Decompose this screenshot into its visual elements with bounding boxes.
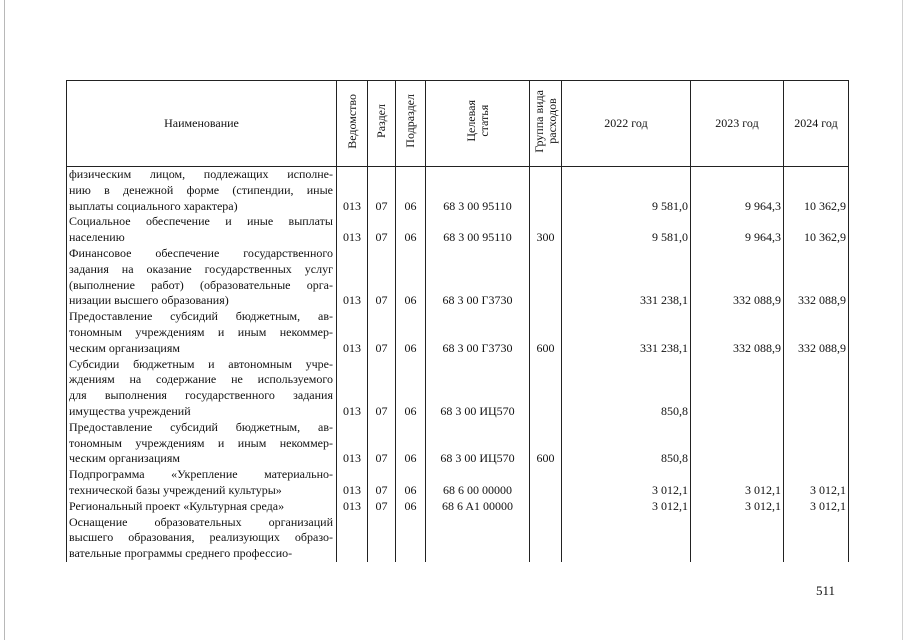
cell-name <box>67 167 337 215</box>
header-celevaya-statya: Целевая статья <box>426 81 530 167</box>
cell-vedomstvo: 013 <box>337 420 368 467</box>
cell-amount-2024 <box>784 357 849 420</box>
cell-podrazdel: 06 <box>396 309 426 356</box>
table-row <box>67 499 849 515</box>
table-row <box>67 309 849 356</box>
cell-podrazdel: 06 <box>396 357 426 420</box>
cell-podrazdel: 06 <box>396 467 426 499</box>
cell-amount-2022: 331 238,1 <box>562 309 691 356</box>
cell-razdel: 07 <box>368 357 396 420</box>
cell-gruppa-rashodov <box>530 515 562 562</box>
name-line: Социальное обеспечение и иные выплаты <box>69 214 333 229</box>
cell-vedomstvo: 013 <box>337 499 368 515</box>
table-row <box>67 246 849 309</box>
cell-amount-2023: 3 012,1 <box>691 499 784 515</box>
table-header-row <box>67 81 849 167</box>
name-line: Финансовое обеспечение государственного <box>69 245 333 260</box>
table-row <box>67 214 849 246</box>
header-razdel: Раздел <box>368 81 396 167</box>
cell-vedomstvo <box>337 515 368 562</box>
name-line: Подпрограмма «Укрепление материально- <box>69 467 333 482</box>
name-line: выплаты социального характера) <box>69 198 238 213</box>
cell-amount-2023: 332 088,9 <box>691 246 784 309</box>
name-line: ческим организациям <box>69 451 180 466</box>
header-year-2023: 2023 год <box>691 81 784 167</box>
name-line: Предоставление субсидий бюджетным, ав- <box>69 309 333 324</box>
cell-amount-2022: 3 012,1 <box>562 467 691 499</box>
cell-gruppa-rashodov <box>530 357 562 420</box>
cell-name <box>67 246 337 309</box>
cell-gruppa-rashodov <box>530 246 562 309</box>
cell-razdel: 07 <box>368 167 396 215</box>
cell-razdel: 07 <box>368 246 396 309</box>
cell-podrazdel: 06 <box>396 246 426 309</box>
name-line: Региональный проект «Культурная среда» <box>69 498 285 513</box>
name-line: нию в денежной форме (стипендии, иные <box>69 182 333 197</box>
cell-gruppa-rashodov <box>530 499 562 515</box>
cell-vedomstvo: 013 <box>337 357 368 420</box>
cell-amount-2023 <box>691 515 784 562</box>
cell-amount-2022: 3 012,1 <box>562 499 691 515</box>
name-line: для выполнения государственного задания <box>69 388 333 403</box>
name-line: Субсидии бюджетным и автономным учре- <box>69 356 333 371</box>
cell-podrazdel: 06 <box>396 420 426 467</box>
cell-podrazdel: 06 <box>396 499 426 515</box>
page-number: 511 <box>816 583 836 598</box>
cell-name <box>67 515 337 562</box>
name-line: низации высшего образования) <box>69 293 229 308</box>
cell-name <box>67 357 337 420</box>
cell-gruppa-rashodov: 600 <box>530 309 562 356</box>
cell-podrazdel: 06 <box>396 214 426 246</box>
cell-amount-2023: 9 964,3 <box>691 214 784 246</box>
name-line: технической базы учреждений культуры» <box>69 482 282 497</box>
header-year-2022: 2022 год <box>562 81 691 167</box>
cell-amount-2024 <box>784 420 849 467</box>
cell-razdel: 07 <box>368 309 396 356</box>
cell-amount-2024: 10 362,9 <box>784 214 849 246</box>
table-row <box>67 515 849 562</box>
cell-gruppa-rashodov <box>530 167 562 215</box>
name-line: тономным учреждениям и иным некоммер- <box>69 324 333 339</box>
name-line: Предоставление субсидий бюджетным, ав- <box>69 419 333 434</box>
name-line: тономным учреждениям и иным некоммер- <box>69 435 333 450</box>
cell-razdel <box>368 515 396 562</box>
budget-table <box>66 80 849 562</box>
cell-podrazdel: 06 <box>396 167 426 215</box>
cell-amount-2022: 850,8 <box>562 420 691 467</box>
name-line: ждениям на содержание не используемого <box>69 372 333 387</box>
header-name: Наименование <box>67 81 337 167</box>
cell-podrazdel <box>396 515 426 562</box>
cell-celevaya-statya: 68 3 00 ИЦ570 <box>426 357 530 420</box>
cell-razdel: 07 <box>368 467 396 499</box>
cell-amount-2022 <box>562 515 691 562</box>
cell-name <box>67 214 337 246</box>
table-row <box>67 420 849 467</box>
cell-celevaya-statya: 68 3 00 Г3730 <box>426 309 530 356</box>
cell-celevaya-statya: 68 6 A1 00000 <box>426 499 530 515</box>
table-row <box>67 357 849 420</box>
cell-celevaya-statya: 68 3 00 95110 <box>426 214 530 246</box>
name-line: вательные программы среднего професcио- <box>69 546 293 561</box>
cell-amount-2023: 332 088,9 <box>691 309 784 356</box>
cell-amount-2022: 331 238,1 <box>562 246 691 309</box>
cell-celevaya-statya <box>426 515 530 562</box>
cell-amount-2024: 10 362,9 <box>784 167 849 215</box>
cell-celevaya-statya: 68 3 00 95110 <box>426 167 530 215</box>
cell-vedomstvo: 013 <box>337 246 368 309</box>
cell-name <box>67 467 337 499</box>
cell-name <box>67 420 337 467</box>
cell-amount-2022: 850,8 <box>562 357 691 420</box>
cell-gruppa-rashodov <box>530 467 562 499</box>
header-vedomstvo: Ведомство <box>337 81 368 167</box>
cell-celevaya-statya: 68 6 00 00000 <box>426 467 530 499</box>
name-line: задания на оказание государственных услуг <box>69 261 333 276</box>
name-line: высшего образования, реализующих образо- <box>69 530 333 545</box>
name-line: физическим лицом, подлежащих исполне- <box>69 167 333 181</box>
cell-celevaya-statya: 68 3 00 Г3730 <box>426 246 530 309</box>
name-line: ческим организациям <box>69 340 180 355</box>
page-right-edge <box>902 0 903 640</box>
cell-amount-2024: 332 088,9 <box>784 246 849 309</box>
cell-amount-2022: 9 581,0 <box>562 167 691 215</box>
cell-name <box>67 309 337 356</box>
cell-amount-2023 <box>691 357 784 420</box>
name-line: населению <box>69 230 125 245</box>
cell-razdel: 07 <box>368 499 396 515</box>
header-podrazdel: Подраздел <box>396 81 426 167</box>
cell-amount-2024: 3 012,1 <box>784 499 849 515</box>
cell-razdel: 07 <box>368 214 396 246</box>
cell-amount-2022: 9 581,0 <box>562 214 691 246</box>
table-row <box>67 467 849 499</box>
name-line: имущества учреждений <box>69 403 191 418</box>
name-line: (выполнение работ) (образовательные орга- <box>69 277 333 292</box>
cell-name <box>67 499 337 515</box>
cell-gruppa-rashodov: 300 <box>530 214 562 246</box>
cell-amount-2023 <box>691 420 784 467</box>
cell-amount-2023: 9 964,3 <box>691 167 784 215</box>
cell-amount-2023: 3 012,1 <box>691 467 784 499</box>
table-body <box>67 167 849 562</box>
cell-amount-2024: 332 088,9 <box>784 309 849 356</box>
cell-vedomstvo: 013 <box>337 467 368 499</box>
page-left-edge <box>4 0 5 640</box>
cell-amount-2024 <box>784 515 849 562</box>
cell-vedomstvo: 013 <box>337 309 368 356</box>
name-line: Оснащение образовательных организаций <box>69 514 333 529</box>
cell-gruppa-rashodov: 600 <box>530 420 562 467</box>
table-row <box>67 167 849 215</box>
header-year-2024: 2024 год <box>784 81 849 167</box>
cell-vedomstvo: 013 <box>337 214 368 246</box>
header-gruppa-rashodov: Группа вида расходов <box>530 81 562 167</box>
cell-celevaya-statya: 68 3 00 ИЦ570 <box>426 420 530 467</box>
cell-razdel: 07 <box>368 420 396 467</box>
cell-vedomstvo: 013 <box>337 167 368 215</box>
cell-amount-2024: 3 012,1 <box>784 467 849 499</box>
